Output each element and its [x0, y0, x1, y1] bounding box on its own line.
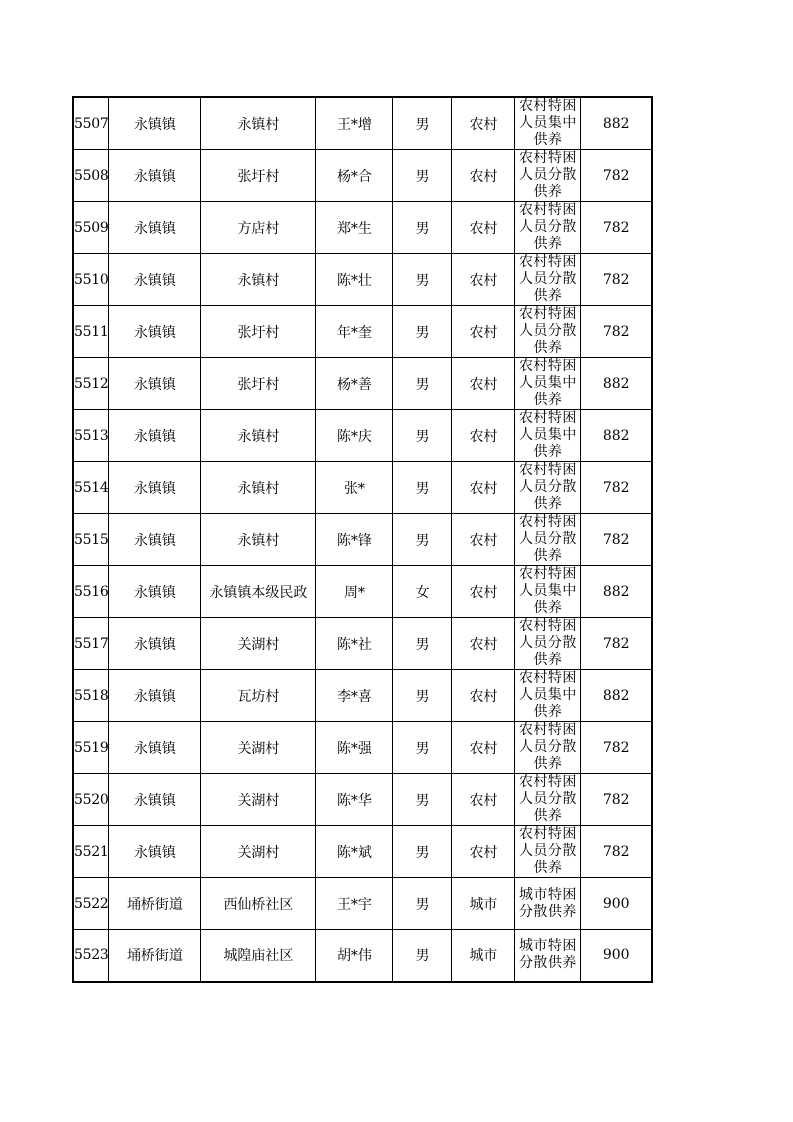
gender-cell: 男: [393, 774, 452, 826]
village-cell: 方店村: [201, 202, 316, 254]
village-cell: 瓦坊村: [201, 670, 316, 722]
town-cell: 永镇镇: [109, 826, 201, 878]
person-name-cell: 杨*善: [316, 358, 393, 410]
record-number: 5519: [73, 722, 109, 774]
gender-cell: 男: [393, 618, 452, 670]
town-cell: 永镇镇: [109, 670, 201, 722]
area-type-cell: 农村: [452, 774, 515, 826]
support-category-cell: 农村特困人员分散供养: [515, 774, 581, 826]
person-name-cell: 张*: [316, 462, 393, 514]
amount-cell: 782: [581, 462, 652, 514]
town-cell: 永镇镇: [109, 150, 201, 202]
village-cell: 关湖村: [201, 826, 316, 878]
record-number: 5509: [73, 202, 109, 254]
record-number: 5517: [73, 618, 109, 670]
gender-cell: 男: [393, 306, 452, 358]
town-cell: 永镇镇: [109, 774, 201, 826]
person-name-cell: 陈*斌: [316, 826, 393, 878]
area-type-cell: 农村: [452, 202, 515, 254]
record-number: 5512: [73, 358, 109, 410]
support-category-cell: 农村特困人员集中供养: [515, 358, 581, 410]
amount-cell: 782: [581, 722, 652, 774]
support-category-cell: 农村特困人员分散供养: [515, 254, 581, 306]
support-category-cell: 农村特困人员分散供养: [515, 722, 581, 774]
town-cell: 永镇镇: [109, 722, 201, 774]
amount-cell: 782: [581, 618, 652, 670]
record-number: 5516: [73, 566, 109, 618]
gender-cell: 男: [393, 150, 452, 202]
person-name-cell: 陈*强: [316, 722, 393, 774]
village-cell: 关湖村: [201, 618, 316, 670]
area-type-cell: 农村: [452, 618, 515, 670]
person-name-cell: 陈*锋: [316, 514, 393, 566]
village-cell: 城隍庙社区: [201, 930, 316, 982]
gender-cell: 男: [393, 826, 452, 878]
area-type-cell: 农村: [452, 410, 515, 462]
amount-cell: 782: [581, 514, 652, 566]
table-row: [73, 618, 652, 670]
record-number: 5511: [73, 306, 109, 358]
amount-cell: 782: [581, 202, 652, 254]
table-row: [73, 774, 652, 826]
town-cell: 永镇镇: [109, 358, 201, 410]
town-cell: 永镇镇: [109, 514, 201, 566]
person-name-cell: 陈*华: [316, 774, 393, 826]
table-row: [73, 566, 652, 618]
amount-cell: 782: [581, 826, 652, 878]
area-type-cell: 农村: [452, 566, 515, 618]
table-row: [73, 670, 652, 722]
gender-cell: 男: [393, 722, 452, 774]
amount-cell: 882: [581, 97, 652, 150]
gender-cell: 女: [393, 566, 452, 618]
record-number: 5521: [73, 826, 109, 878]
area-type-cell: 城市: [452, 878, 515, 930]
table-row: [73, 97, 652, 150]
support-category-cell: 城市特困分散供养: [515, 878, 581, 930]
town-cell: 永镇镇: [109, 97, 201, 150]
village-cell: 关湖村: [201, 722, 316, 774]
gender-cell: 男: [393, 202, 452, 254]
support-category-cell: 农村特困人员集中供养: [515, 410, 581, 462]
village-cell: 永镇村: [201, 462, 316, 514]
person-name-cell: 年*奎: [316, 306, 393, 358]
town-cell: 永镇镇: [109, 306, 201, 358]
village-cell: 永镇村: [201, 410, 316, 462]
table-row: [73, 930, 652, 982]
area-type-cell: 农村: [452, 722, 515, 774]
support-category-cell: 农村特困人员分散供养: [515, 306, 581, 358]
person-name-cell: 周*: [316, 566, 393, 618]
record-number: 5523: [73, 930, 109, 982]
amount-cell: 900: [581, 930, 652, 982]
person-name-cell: 陈*庆: [316, 410, 393, 462]
assistance-records-table: [72, 96, 653, 983]
table-row: [73, 462, 652, 514]
support-category-cell: 农村特困人员集中供养: [515, 670, 581, 722]
area-type-cell: 农村: [452, 826, 515, 878]
area-type-cell: 农村: [452, 462, 515, 514]
gender-cell: 男: [393, 254, 452, 306]
area-type-cell: 城市: [452, 930, 515, 982]
village-cell: 张圩村: [201, 306, 316, 358]
table-row: [73, 150, 652, 202]
person-name-cell: 胡*伟: [316, 930, 393, 982]
town-cell: 永镇镇: [109, 254, 201, 306]
area-type-cell: 农村: [452, 670, 515, 722]
support-category-cell: 农村特困人员分散供养: [515, 826, 581, 878]
amount-cell: 782: [581, 150, 652, 202]
amount-cell: 882: [581, 566, 652, 618]
amount-cell: 882: [581, 410, 652, 462]
town-cell: 埇桥街道: [109, 930, 201, 982]
gender-cell: 男: [393, 514, 452, 566]
area-type-cell: 农村: [452, 514, 515, 566]
support-category-cell: 农村特困人员集中供养: [515, 97, 581, 150]
area-type-cell: 农村: [452, 150, 515, 202]
table-body: [73, 97, 652, 982]
record-number: 5510: [73, 254, 109, 306]
person-name-cell: 陈*社: [316, 618, 393, 670]
person-name-cell: 杨*合: [316, 150, 393, 202]
village-cell: 永镇村: [201, 97, 316, 150]
person-name-cell: 郑*生: [316, 202, 393, 254]
town-cell: 埇桥街道: [109, 878, 201, 930]
gender-cell: 男: [393, 358, 452, 410]
amount-cell: 882: [581, 358, 652, 410]
gender-cell: 男: [393, 410, 452, 462]
person-name-cell: 陈*壮: [316, 254, 393, 306]
record-number: 5515: [73, 514, 109, 566]
table-row: [73, 202, 652, 254]
table-row: [73, 878, 652, 930]
area-type-cell: 农村: [452, 254, 515, 306]
gender-cell: 男: [393, 878, 452, 930]
village-cell: 西仙桥社区: [201, 878, 316, 930]
support-category-cell: 农村特困人员集中供养: [515, 566, 581, 618]
table-row: [73, 254, 652, 306]
town-cell: 永镇镇: [109, 410, 201, 462]
support-category-cell: 城市特困分散供养: [515, 930, 581, 982]
area-type-cell: 农村: [452, 358, 515, 410]
town-cell: 永镇镇: [109, 202, 201, 254]
village-cell: 关湖村: [201, 774, 316, 826]
town-cell: 永镇镇: [109, 462, 201, 514]
table-row: [73, 358, 652, 410]
support-category-cell: 农村特困人员分散供养: [515, 462, 581, 514]
person-name-cell: 王*增: [316, 97, 393, 150]
record-number: 5513: [73, 410, 109, 462]
table-row: [73, 826, 652, 878]
support-category-cell: 农村特困人员分散供养: [515, 514, 581, 566]
record-number: 5514: [73, 462, 109, 514]
village-cell: 永镇镇本级民政: [201, 566, 316, 618]
table-row: [73, 306, 652, 358]
village-cell: 永镇村: [201, 254, 316, 306]
amount-cell: 782: [581, 774, 652, 826]
amount-cell: 782: [581, 306, 652, 358]
table-row: [73, 722, 652, 774]
area-type-cell: 农村: [452, 306, 515, 358]
person-name-cell: 李*喜: [316, 670, 393, 722]
village-cell: 张圩村: [201, 358, 316, 410]
record-number: 5518: [73, 670, 109, 722]
support-category-cell: 农村特困人员分散供养: [515, 150, 581, 202]
table-row: [73, 410, 652, 462]
area-type-cell: 农村: [452, 97, 515, 150]
town-cell: 永镇镇: [109, 618, 201, 670]
person-name-cell: 王*宇: [316, 878, 393, 930]
record-number: 5507: [73, 97, 109, 150]
support-category-cell: 农村特困人员分散供养: [515, 202, 581, 254]
town-cell: 永镇镇: [109, 566, 201, 618]
amount-cell: 900: [581, 878, 652, 930]
gender-cell: 男: [393, 930, 452, 982]
record-number: 5522: [73, 878, 109, 930]
record-number: 5508: [73, 150, 109, 202]
support-category-cell: 农村特困人员分散供养: [515, 618, 581, 670]
village-cell: 张圩村: [201, 150, 316, 202]
table-row: [73, 514, 652, 566]
gender-cell: 男: [393, 462, 452, 514]
amount-cell: 882: [581, 670, 652, 722]
gender-cell: 男: [393, 97, 452, 150]
village-cell: 永镇村: [201, 514, 316, 566]
gender-cell: 男: [393, 670, 452, 722]
amount-cell: 782: [581, 254, 652, 306]
record-number: 5520: [73, 774, 109, 826]
